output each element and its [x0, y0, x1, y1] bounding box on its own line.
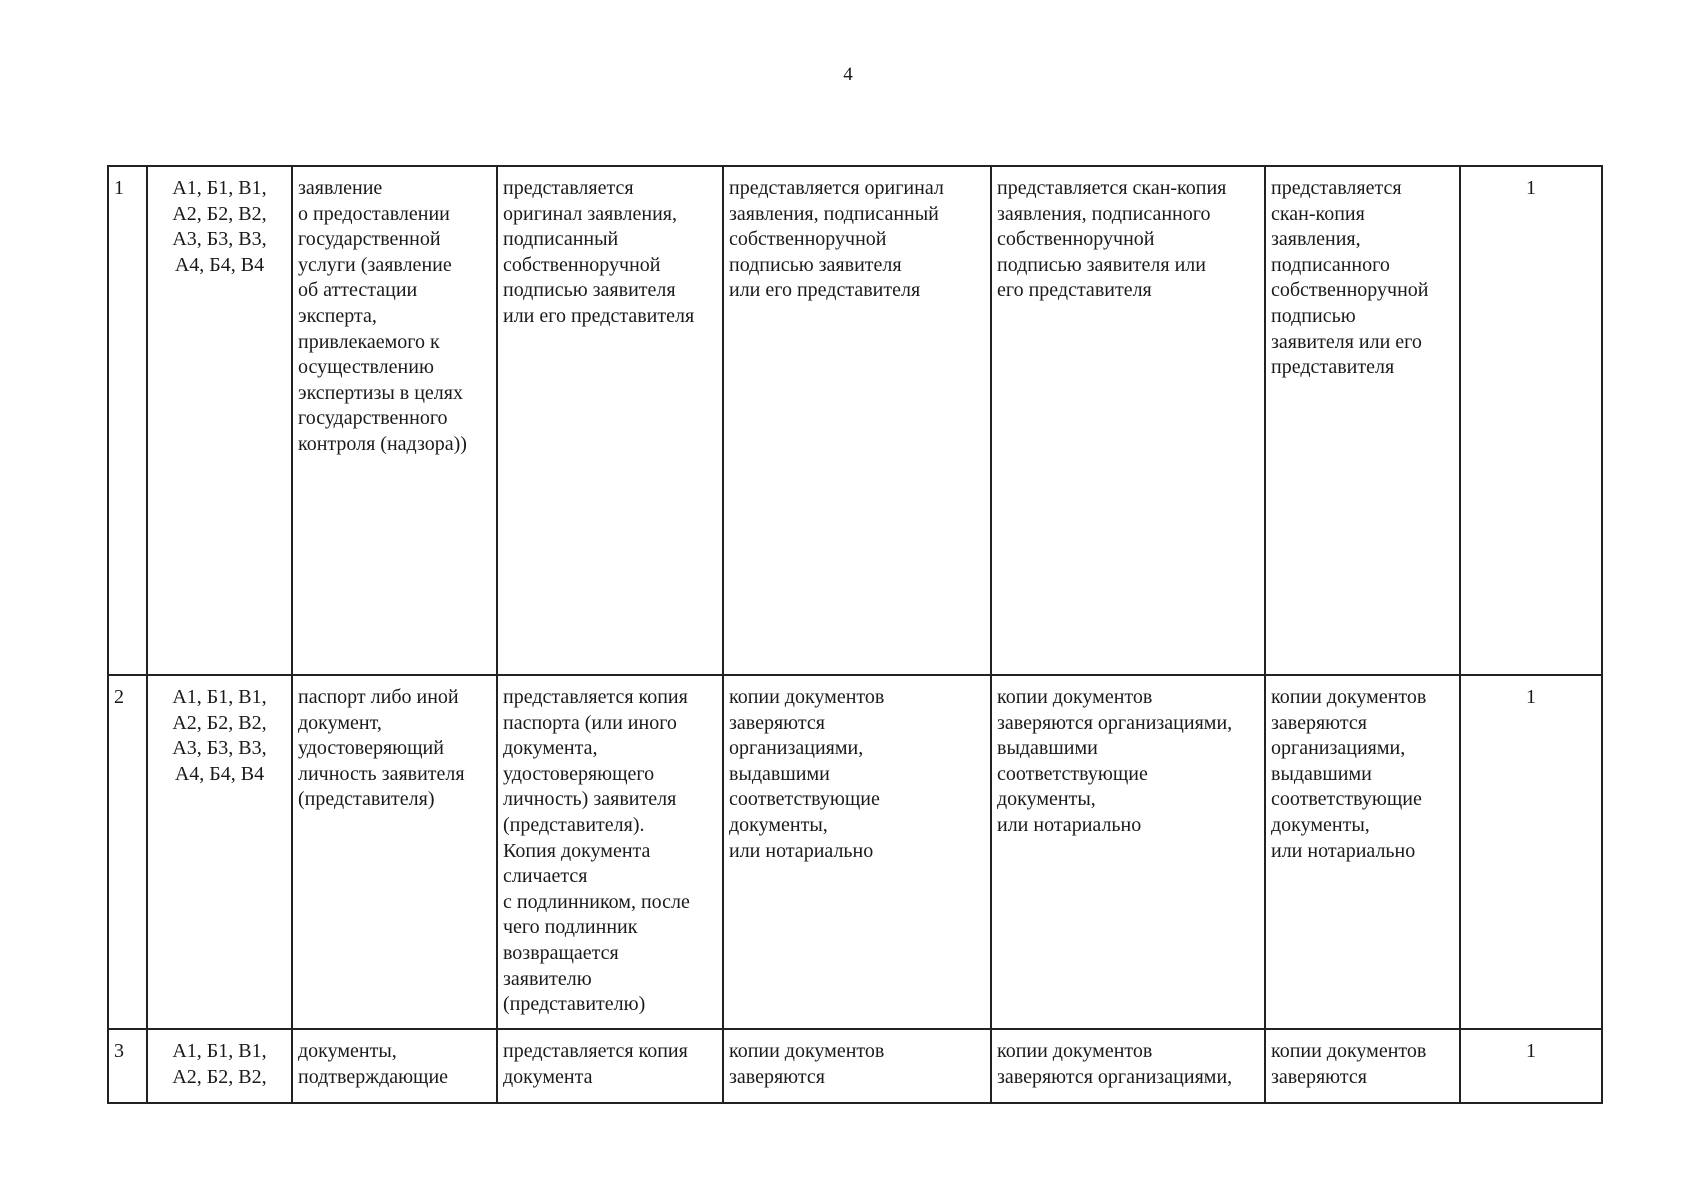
- documents-table: [107, 165, 1603, 1104]
- submission-portal-cell: представляется скан-копия заявления, подписанного собственноручной подписью заявителя или его представителя: [1265, 166, 1460, 675]
- quantity-cell: 1: [1460, 166, 1602, 675]
- table-row: [108, 1029, 1602, 1103]
- quantity-cell: 1: [1460, 675, 1602, 1029]
- submission-by-mail-cell: копии документов заверяются: [723, 1029, 991, 1103]
- applicant-category-codes: А1, Б1, В1, А2, Б2, В2, А3, Б3, В3, А4, Б4, В4: [147, 166, 292, 675]
- quantity-cell: 1: [1460, 1029, 1602, 1103]
- submission-in-person-cell: представляется копия документа: [497, 1029, 723, 1103]
- submission-by-mail-cell: представляется оригинал заявления, подписанный собственноручной подписью заявителя или его представителя: [723, 166, 991, 675]
- table-row: [108, 166, 1602, 675]
- submission-electronic-cell: копии документов заверяются организациями, выдавшими соответствующие документы, или нотариально: [991, 675, 1265, 1029]
- document-name-cell: заявление о предоставлении государственной услуги (заявление об аттестации эксперта, привлекаемого к осуществлению экспертизы в целях государственного контроля (надзора)): [292, 166, 497, 675]
- row-number: 3: [108, 1029, 147, 1103]
- table-row: [108, 675, 1602, 1029]
- page-number: 4: [843, 64, 853, 85]
- submission-by-mail-cell: копии документов заверяются организациями, выдавшими соответствующие документы, или нотариально: [723, 675, 991, 1029]
- submission-portal-cell: копии документов заверяются: [1265, 1029, 1460, 1103]
- document-name-cell: паспорт либо иной документ, удостоверяющий личность заявителя (представителя): [292, 675, 497, 1029]
- submission-electronic-cell: представляется скан-копия заявления, подписанного собственноручной подписью заявителя или его представителя: [991, 166, 1265, 675]
- applicant-category-codes: А1, Б1, В1, А2, Б2, В2,: [147, 1029, 292, 1103]
- submission-in-person-cell: представляется оригинал заявления, подписанный собственноручной подписью заявителя или его представителя: [497, 166, 723, 675]
- row-number: 1: [108, 166, 147, 675]
- applicant-category-codes: А1, Б1, В1, А2, Б2, В2, А3, Б3, В3, А4, Б4, В4: [147, 675, 292, 1029]
- submission-portal-cell: копии документов заверяются организациями, выдавшими соответствующие документы, или нотариально: [1265, 675, 1460, 1029]
- submission-in-person-cell: представляется копия паспорта (или иного документа, удостоверяющего личность) заявителя (представителя). Копия документа сличается с подлинником, после чего подлинник возвращается заявителю (представителю): [497, 675, 723, 1029]
- submission-electronic-cell: копии документов заверяются организациями,: [991, 1029, 1265, 1103]
- document-name-cell: документы, подтверждающие: [292, 1029, 497, 1103]
- row-number: 2: [108, 675, 147, 1029]
